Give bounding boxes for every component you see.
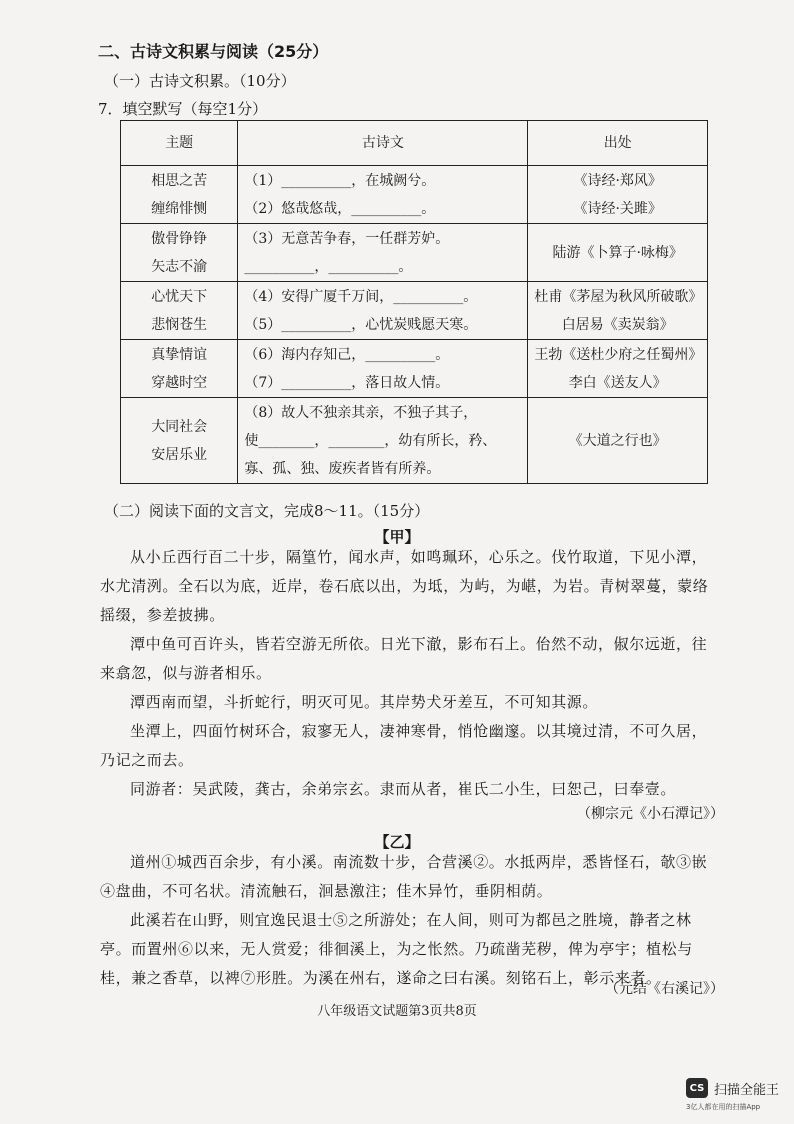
header-poem: 古诗文 bbox=[238, 121, 528, 166]
poem-line: （2）悠哉悠哉，__________。 bbox=[244, 200, 436, 217]
part2-title: （二）阅读下面的文言文，完成8～11。（15分） bbox=[104, 502, 430, 520]
jia-paragraph: 从小丘西行百二十步，隔篁竹，闻水声，如鸣珮环，心乐之。伐竹取道，下见小潭，水尤清洌。全石以为底，近岸，卷石底以出，为坻，为屿，为嵁，为岩。青树翠蔓，蒙络摇缀，参差披拂。 bbox=[100, 548, 709, 624]
poem-line: （4）安得广厦千万间，__________。 bbox=[244, 288, 478, 305]
poem-line: __________，__________。 bbox=[244, 258, 413, 275]
jia-paragraph: 潭中鱼可百许头，皆若空游无所依。日光下澈，影布石上。佁然不动，俶尔远逝，往来翕忽，似与游者相乐。 bbox=[100, 635, 708, 682]
jia-paragraph: 同游者：吴武陵，龚古，余弟宗玄。隶而从者，崔氏二小生，曰恕己，曰奉壹。 bbox=[130, 780, 677, 798]
jia-heading: 【甲】 bbox=[374, 528, 420, 546]
watermark-subtitle: 3亿人都在用的扫描App bbox=[686, 1103, 761, 1111]
theme-line: 傲骨铮铮 bbox=[151, 230, 208, 247]
poem-line: 寡、孤、独、废疾者皆有所养。 bbox=[244, 460, 441, 477]
yi-heading: 【乙】 bbox=[374, 833, 420, 851]
poem-line: 使________，________，幼有所长，矜、 bbox=[244, 432, 497, 449]
theme-line: 穿越时空 bbox=[151, 374, 208, 391]
source-line: 王勃《送杜少府之任蜀州》 bbox=[534, 346, 703, 363]
theme-line: 大同社会 bbox=[151, 418, 208, 435]
jia-paragraph: 潭西南而望，斗折蛇行，明灭可见。其岸势犬牙差互，不可知其源。 bbox=[130, 693, 599, 711]
part1-title: （一）古诗文积累。（10分） bbox=[104, 72, 296, 90]
watermark-name: 扫描全能王 bbox=[714, 1082, 780, 1098]
source-line: 白居易《卖炭翁》 bbox=[561, 316, 674, 333]
section-title: 二、古诗文积累与阅读（25分） bbox=[98, 42, 329, 61]
poem-line: （7）__________，落日故人情。 bbox=[244, 374, 450, 391]
theme-line: 真挚情谊 bbox=[151, 346, 208, 363]
theme-line: 缠绵悱恻 bbox=[151, 200, 208, 217]
scanner-watermark bbox=[686, 1078, 779, 1098]
jia-paragraph: 坐潭上，四面竹树环合，寂寥无人，凄神寒骨，悄怆幽邃。以其境过清，不可久居，乃记之而去。 bbox=[100, 722, 708, 769]
yi-paragraph: 此溪若在山野，则宜逸民退士⑤之所游处；在人间，则可为都邑之胜境，静者之林亭。而置州⑥以来，无人赏爱；徘徊溪上，为之怅然。乃疏凿芜秽，俾为亭宇；植松与桂，兼之香草，以裨⑦形胜。为溪在州右，遂命之曰右溪。刻铭石上，彰示来者。 bbox=[100, 911, 693, 987]
question-7-title: 7．填空默写（每空1分） bbox=[98, 100, 268, 118]
theme-line: 相思之苦 bbox=[151, 172, 208, 189]
theme-line: 安居乐业 bbox=[151, 446, 208, 463]
table-header-row bbox=[121, 121, 708, 166]
theme-line: 心忧天下 bbox=[151, 288, 208, 305]
poem-line: （6）海内存知己，__________。 bbox=[244, 346, 450, 363]
yi-source: （元结《右溪记》） bbox=[605, 981, 724, 997]
poem-line: （8）故人不独亲其亲，不独子其子， bbox=[244, 404, 478, 421]
source-line: 杜甫《茅屋为秋风所破歌》 bbox=[534, 288, 703, 305]
table-row bbox=[121, 398, 708, 484]
camscanner-icon: CS bbox=[686, 1078, 708, 1098]
source-line: 《大道之行也》 bbox=[568, 432, 667, 449]
table-row bbox=[121, 224, 708, 282]
source-line: 陆游《卜算子·咏梅》 bbox=[552, 244, 683, 261]
header-theme: 主题 bbox=[121, 121, 238, 166]
poem-line: （1）__________，在城阙兮。 bbox=[244, 172, 436, 189]
source-line: 李白《送友人》 bbox=[568, 374, 667, 391]
yi-paragraph: 道州①城西百余步，有小溪。南流数十步，合营溪②。水抵两岸，悉皆怪石，欹③嵌④盘曲，不可名状。清流触石，洄悬激注；佳木异竹，垂阴相荫。 bbox=[100, 853, 708, 900]
poem-table bbox=[120, 120, 708, 484]
table-row bbox=[121, 282, 708, 340]
page-footer: 八年级语文试题第3页共8页 bbox=[317, 1004, 477, 1019]
poem-line: （5）__________，心忧炭贱愿天寒。 bbox=[244, 316, 478, 333]
poem-line: （3）无意苦争春，一任群芳妒。 bbox=[244, 230, 450, 247]
table-row bbox=[121, 340, 708, 398]
header-source: 出处 bbox=[528, 121, 708, 166]
theme-line: 悲悯苍生 bbox=[151, 316, 208, 333]
jia-source: （柳宗元《小石潭记》） bbox=[577, 806, 724, 822]
source-line: 《诗经·关雎》 bbox=[573, 200, 662, 217]
table-row bbox=[121, 166, 708, 224]
theme-line: 矢志不渝 bbox=[151, 258, 208, 275]
source-line: 《诗经·郑风》 bbox=[573, 172, 662, 189]
